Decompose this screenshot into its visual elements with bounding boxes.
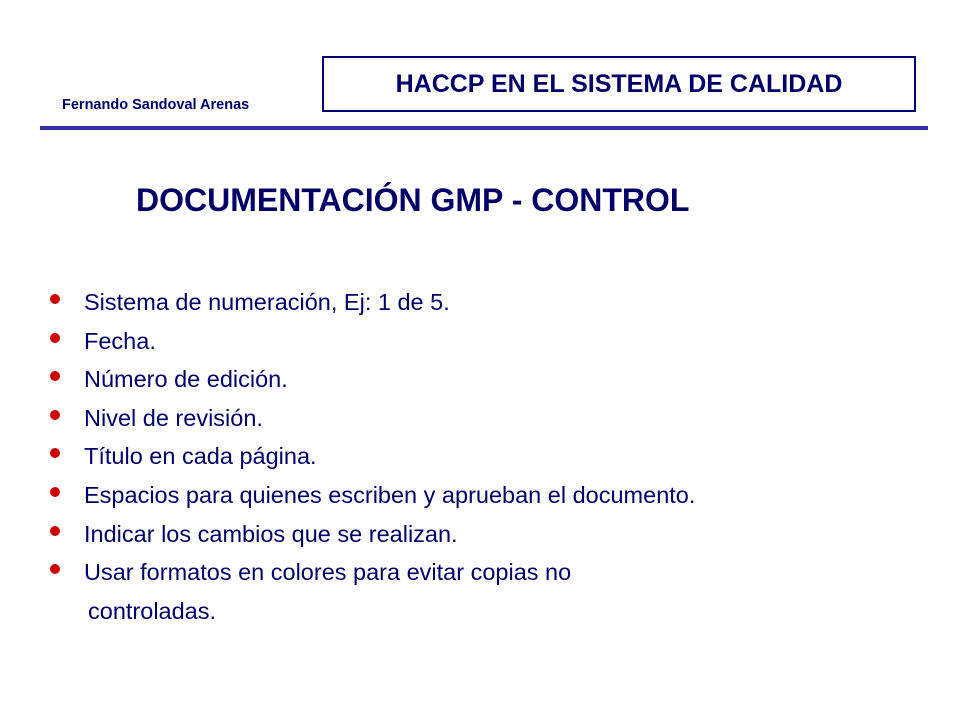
list-item <box>44 322 934 361</box>
list-item <box>44 399 934 438</box>
list-item-text: Sistema de numeración, Ej: 1 de 5. <box>84 289 450 315</box>
presentation-title: HACCP EN EL SISTEMA DE CALIDAD <box>395 69 843 98</box>
list-item-text: Número de edición. <box>84 366 288 393</box>
header-divider <box>40 126 928 130</box>
presentation-title-box <box>322 56 916 112</box>
list-item-text: Nivel de revisión. <box>84 404 263 431</box>
list-item <box>44 437 934 476</box>
bullet-list <box>44 283 934 630</box>
bullet-dot-icon <box>50 371 60 381</box>
bullet-dot-icon <box>50 487 60 497</box>
bullet-dot-icon <box>50 333 60 343</box>
bullet-dot-icon <box>50 526 60 536</box>
bullet-dot-icon <box>50 294 60 304</box>
list-item-text: Título en cada página. <box>84 443 317 470</box>
list-item <box>44 476 934 515</box>
slide-title: DOCUMENTACIÓN GMP - CONTROL <box>136 182 690 218</box>
author-name: Fernando Sandoval Arenas <box>62 97 250 113</box>
list-item-text: Usar formatos en colores para evitar copias no <box>84 559 572 586</box>
list-item <box>44 515 934 554</box>
list-item-text: Fecha. <box>84 327 156 354</box>
bullet-dot-icon <box>50 410 60 420</box>
list-item-continuation: controladas. <box>88 597 217 624</box>
list-item <box>44 553 934 592</box>
bullet-dot-icon <box>50 564 60 574</box>
list-item <box>44 360 934 399</box>
list-item-text: Indicar los cambios que se realizan. <box>84 520 458 547</box>
bullet-dot-icon <box>50 448 60 458</box>
list-item-text: Espacios para quienes escriben y aprueban el documento. <box>84 481 696 508</box>
list-item <box>44 283 934 322</box>
